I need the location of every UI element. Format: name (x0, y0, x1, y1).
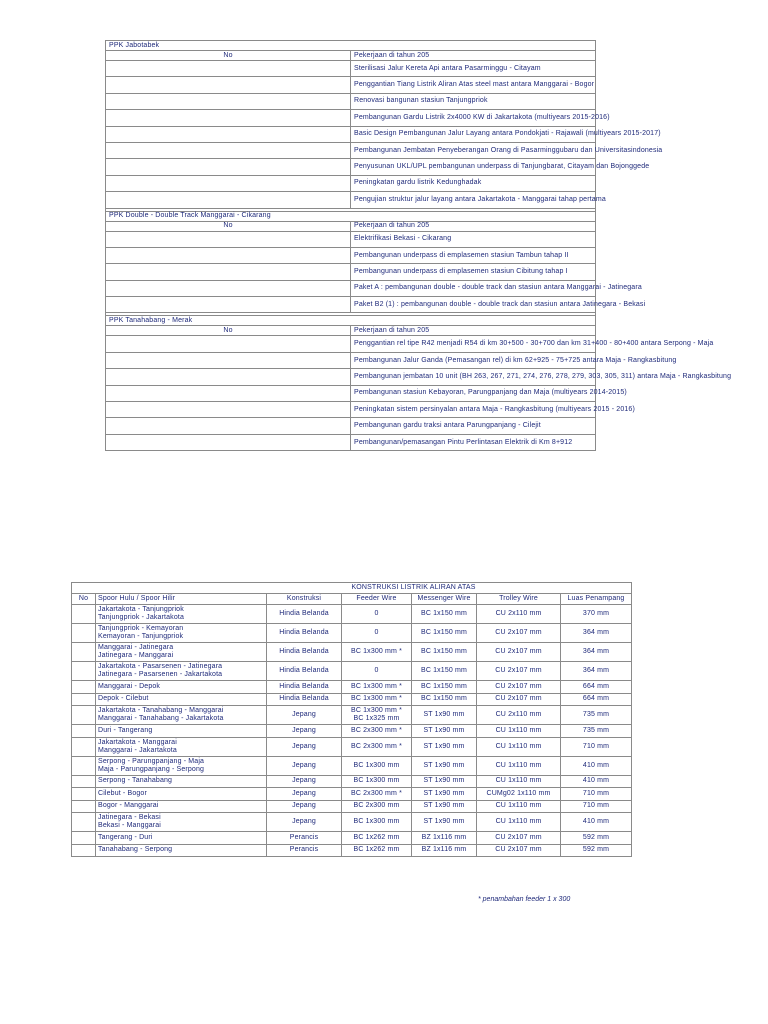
work-item-no (106, 126, 351, 142)
luas-cell: 664 mm (561, 681, 632, 694)
feeder-cell (342, 681, 412, 694)
luas-cell: 364 mm (561, 643, 632, 662)
luas-cell: 735 mm (561, 725, 632, 738)
work-item-row (106, 418, 596, 434)
route-line-1: Bogor - Manggarai (98, 802, 159, 810)
work-item-row (106, 336, 596, 352)
route-line-1: Tangerang - Duri (98, 833, 153, 841)
work-item-row (106, 264, 596, 280)
table-row (72, 725, 632, 738)
route-line-2: Jatinegara - Pasarsenen - Jakartakota (98, 671, 223, 678)
work-item: Peningkatan gardu listrik Kedunghadak (351, 175, 596, 191)
work-item: Pembangunan/pemasangan Pintu Perlintasan Elektrik di Km 8+912 (351, 434, 596, 450)
konstruksi-cell: Hindia Belanda (267, 643, 342, 662)
route-line-2: Kemayoran - Tanjungpriok (98, 633, 184, 640)
messenger-cell: BC 1x150 mm (412, 681, 477, 694)
table-footnote: * penambahan feeder 1 x 300 (478, 896, 571, 903)
table-title-row (72, 583, 632, 594)
messenger-cell: ST 1x90 mm (412, 813, 477, 832)
table-row (72, 706, 632, 725)
work-item: Pembangunan gardu traksi antara Parungpanjang - Cilejit (351, 418, 596, 434)
feeder-line-1: BC 1x262 mm (353, 833, 400, 841)
trolley-cell: CU 2x107 mm (477, 681, 561, 694)
route-line-2: Maja - Parungpanjang - Serpong (98, 765, 205, 773)
ppk-work-table (105, 40, 732, 451)
messenger-cell: BC 1x150 mm (412, 662, 477, 681)
row-no (72, 643, 96, 662)
feeder-cell (342, 775, 412, 788)
table-row (72, 813, 632, 832)
route-cell (96, 693, 267, 706)
section-title-row (106, 41, 596, 51)
header-no: No (106, 326, 351, 336)
luas-cell: 364 mm (561, 662, 632, 681)
work-item: Penggantian rel tipe R42 menjadi R54 di km 30+500 - 30+700 dan km 31+400 - 80+400 antara Serpong - Maja (351, 336, 596, 352)
konstruksi-cell: Hindia Belanda (267, 662, 342, 681)
overhead-line-table (71, 582, 631, 857)
table-title: KONSTRUKSI LISTRIK ALIRAN ATAS (267, 583, 561, 594)
luas-cell: 710 mm (561, 788, 632, 801)
work-item-no (106, 159, 351, 175)
route-cell (96, 643, 267, 662)
work-item: Pembangunan underpass di emplasemen stasiun Cibitung tahap I (351, 264, 596, 280)
work-item-no (106, 93, 351, 109)
work-item-no (106, 434, 351, 450)
route-cell (96, 788, 267, 801)
route-line-1: Duri - Tangerang (98, 726, 153, 734)
route-cell (96, 737, 267, 756)
work-item: Penggantian Tiang Listrik Aliran Atas steel mast antara Manggarai - Bogor (351, 77, 596, 93)
route-line-1: Tanjungpriok - Kemayoran (98, 625, 184, 632)
route-cell (96, 605, 267, 624)
section-title-row (106, 316, 596, 326)
route-cell (96, 832, 267, 845)
work-item-no (106, 369, 351, 385)
header-work: Pekerjaan di tahun 205 (351, 51, 596, 61)
feeder-line-1: 0 (374, 610, 379, 617)
table-row (72, 788, 632, 801)
feeder-line-1: BC 1x300 mm (353, 777, 400, 785)
work-item: Paket B2 (1) : pembangunan double - double track dan stasiun antara Jatinegara - Bekasi (351, 297, 596, 313)
section-header-row (106, 51, 596, 61)
work-item-no (106, 402, 351, 418)
table-row (72, 844, 632, 857)
feeder-line-1: BC 2x300 mm * (351, 742, 402, 750)
trolley-cell: CU 2x107 mm (477, 693, 561, 706)
work-item-row (106, 77, 596, 93)
work-item: Pembangunan underpass di emplasemen stasiun Tambun tahap II (351, 247, 596, 263)
luas-cell: 592 mm (561, 832, 632, 845)
work-item: Peningkatan sistem persinyalan antara Maja - Rangkasbitung (multiyears 2015 - 2016) (351, 402, 596, 418)
work-item: Basic Design Pembangunan Jalur Layang antara Pondokjati - Rajawali (multiyears 2015-2017) (351, 126, 596, 142)
luas-cell: 410 mm (561, 775, 632, 788)
work-item-no (106, 231, 351, 247)
work-item-row (106, 297, 596, 313)
trolley-cell: CU 1x110 mm (477, 800, 561, 813)
work-item-row (106, 231, 596, 247)
route-line-1: Manggarai - Jatinegara (98, 644, 174, 651)
work-item-row (106, 402, 596, 418)
konstruksi-cell: Hindia Belanda (267, 605, 342, 624)
route-line-1: Manggarai - Depok (98, 682, 161, 690)
work-item: Pembangunan jembatan 10 unit (BH 263, 267, 271, 274, 276, 278, 279, 303, 305, 311) antara Maja - Rangkasbitung (351, 369, 596, 385)
route-cell (96, 844, 267, 857)
luas-cell: 370 mm (561, 605, 632, 624)
feeder-cell (342, 756, 412, 775)
row-no (72, 756, 96, 775)
row-no (72, 737, 96, 756)
trolley-cell: CU 1x110 mm (477, 737, 561, 756)
konstruksi-cell: Jepang (267, 813, 342, 832)
work-item-row (106, 61, 596, 77)
work-item-no (106, 352, 351, 368)
header-konstruksi: Konstruksi (267, 594, 342, 605)
feeder-line-1: BC 1x262 mm (353, 846, 400, 854)
messenger-cell: ST 1x90 mm (412, 737, 477, 756)
route-cell (96, 624, 267, 643)
feeder-line-2: BC 1x325 mm (353, 715, 400, 722)
work-item-no (106, 297, 351, 313)
header-trolley: Trolley Wire (477, 594, 561, 605)
work-item-no (106, 336, 351, 352)
luas-cell: 664 mm (561, 693, 632, 706)
route-cell (96, 775, 267, 788)
luas-cell: 364 mm (561, 624, 632, 643)
trolley-cell: CU 2x107 mm (477, 832, 561, 845)
konstruksi-cell: Hindia Belanda (267, 693, 342, 706)
section-title-row (106, 211, 596, 221)
trolley-cell: CU 1x110 mm (477, 775, 561, 788)
route-line-2: Tanjungpriok - Jakartakota (98, 614, 184, 621)
konstruksi-cell: Jepang (267, 800, 342, 813)
messenger-cell: ST 1x90 mm (412, 725, 477, 738)
row-no (72, 706, 96, 725)
work-item-no (106, 192, 351, 208)
route-line-2: Manggarai - Jakartakota (98, 746, 177, 754)
feeder-cell (342, 643, 412, 662)
work-item-no (106, 142, 351, 158)
table-row (72, 662, 632, 681)
work-item-row (106, 192, 596, 208)
route-line-1: Jakartakota - Tanahabang - Manggarai (98, 707, 224, 714)
work-item-row (106, 110, 596, 126)
messenger-cell: BC 1x150 mm (412, 605, 477, 624)
feeder-cell (342, 844, 412, 857)
feeder-line-1: 0 (374, 667, 379, 674)
feeder-line-1: BC 1x300 mm * (351, 707, 402, 714)
feeder-cell (342, 662, 412, 681)
section-title: PPK Double - Double Track Manggarai - Cikarang (106, 211, 596, 221)
work-item-row (106, 93, 596, 109)
row-no (72, 775, 96, 788)
feeder-line-1: BC 1x300 mm (353, 761, 400, 769)
feeder-cell (342, 706, 412, 725)
trolley-cell: CU 1x110 mm (477, 725, 561, 738)
row-no (72, 844, 96, 857)
trolley-cell: CU 2x110 mm (477, 706, 561, 725)
work-item: Pembangunan Gardu Listrik 2x4000 KW di Jakartakota (multiyears 2015-2016) (351, 110, 596, 126)
section-title: PPK Jabotabek (106, 41, 596, 51)
konstruksi-cell: Jepang (267, 725, 342, 738)
header-no: No (72, 594, 96, 605)
feeder-line-1: BC 1x300 mm * (351, 648, 402, 655)
row-no (72, 681, 96, 694)
work-item-no (106, 61, 351, 77)
feeder-cell (342, 800, 412, 813)
messenger-cell: ST 1x90 mm (412, 756, 477, 775)
row-no (72, 662, 96, 681)
route-cell (96, 725, 267, 738)
route-line-2: Jatinegara - Manggarai (98, 652, 174, 659)
route-line-1: Jakartakota - Pasarsenen - Jatinegara (98, 663, 223, 670)
feeder-line-1: BC 1x300 mm * (351, 682, 402, 690)
feeder-cell (342, 813, 412, 832)
row-no (72, 693, 96, 706)
trolley-cell: CU 1x110 mm (477, 813, 561, 832)
feeder-line-1: BC 1x300 mm (353, 818, 400, 825)
work-item-row (106, 434, 596, 450)
feeder-line-1: BC 2x300 mm * (351, 789, 402, 797)
work-item-no (106, 385, 351, 401)
luas-cell: 710 mm (561, 737, 632, 756)
work-item-no (106, 264, 351, 280)
messenger-cell: ST 1x90 mm (412, 788, 477, 801)
work-item: Pembangunan stasiun Kebayoran, Parungpanjang dan Maja (multiyears 2014-2015) (351, 385, 596, 401)
work-item: Pembangunan Jalur Ganda (Pemasangan rel) di km 62+925 - 75+725 antara Maja - Rangkasbitung (351, 352, 596, 368)
work-item-row (106, 247, 596, 263)
trolley-cell: CU 2x107 mm (477, 662, 561, 681)
messenger-cell: BC 1x150 mm (412, 624, 477, 643)
luas-cell: 410 mm (561, 813, 632, 832)
work-item-row (106, 352, 596, 368)
work-item: Pengujian struktur jalur layang antara Jakartakota - Manggarai tahap pertama (351, 192, 596, 208)
feeder-cell (342, 605, 412, 624)
row-no (72, 832, 96, 845)
work-item-no (106, 247, 351, 263)
luas-cell: 410 mm (561, 756, 632, 775)
work-item-row (106, 159, 596, 175)
work-item-no (106, 418, 351, 434)
trolley-cell: CU 2x107 mm (477, 844, 561, 857)
route-line-1: Jakartakota - Tanjungpriok (98, 606, 184, 613)
row-no (72, 605, 96, 624)
messenger-cell: BZ 1x116 mm (412, 832, 477, 845)
work-item: Paket A : pembangunan double - double track dan stasiun antara Manggarai - Jatinegara (351, 280, 596, 296)
work-item: Penyusunan UKL/UPL pembangunan underpass di Tanjungbarat, Citayam dan Bojonggede (351, 159, 596, 175)
trolley-cell: CU 1x110 mm (477, 756, 561, 775)
feeder-cell (342, 725, 412, 738)
luas-cell: 735 mm (561, 706, 632, 725)
feeder-cell (342, 737, 412, 756)
messenger-cell: BC 1x150 mm (412, 643, 477, 662)
work-item-row (106, 175, 596, 191)
table-row (72, 693, 632, 706)
route-cell (96, 800, 267, 813)
konstruksi-cell: Hindia Belanda (267, 681, 342, 694)
konstruksi-cell: Jepang (267, 756, 342, 775)
work-item: Renovasi bangunan stasiun Tanjungpriok (351, 93, 596, 109)
header-no: No (106, 221, 351, 231)
luas-cell: 710 mm (561, 800, 632, 813)
table-row (72, 800, 632, 813)
route-line-1: Serpong - Tanahabang (98, 777, 173, 785)
table-row (72, 756, 632, 775)
header-no: No (106, 51, 351, 61)
work-item-row (106, 280, 596, 296)
table-row (72, 624, 632, 643)
feeder-line-1: BC 2x300 mm * (351, 726, 402, 734)
route-line-1: Jakartakota - Manggarai (98, 738, 177, 746)
section-header-row (106, 221, 596, 231)
feeder-cell (342, 832, 412, 845)
work-item-no (106, 77, 351, 93)
feeder-cell (342, 788, 412, 801)
row-no (72, 624, 96, 643)
header-route: Spoor Hulu / Spoor Hilir (96, 594, 267, 605)
konstruksi-cell: Jepang (267, 788, 342, 801)
table-row (72, 681, 632, 694)
route-line-1: Serpong - Parungpanjang - Maja (98, 757, 205, 765)
work-item: Sterilisasi Jalur Kereta Api antara Pasarminggu - Citayam (351, 61, 596, 77)
row-no (72, 725, 96, 738)
route-line-2: Bekasi - Manggarai (98, 822, 162, 829)
overhead-line-body (72, 605, 632, 857)
feeder-cell (342, 624, 412, 643)
section-header-row (106, 326, 596, 336)
trolley-cell: CUMg02 1x110 mm (477, 788, 561, 801)
konstruksi-cell: Jepang (267, 775, 342, 788)
messenger-cell: ST 1x90 mm (412, 706, 477, 725)
work-item-no (106, 110, 351, 126)
messenger-cell: BZ 1x116 mm (412, 844, 477, 857)
work-item-no (106, 175, 351, 191)
table-header-row (72, 594, 632, 605)
section-title: PPK Tanahabang - Merak (106, 316, 596, 326)
row-no (72, 800, 96, 813)
table-row (72, 737, 632, 756)
route-cell (96, 681, 267, 694)
ppk-table-body (106, 41, 732, 451)
table-row (72, 775, 632, 788)
work-item-row (106, 385, 596, 401)
table-row (72, 832, 632, 845)
messenger-cell: BC 1x150 mm (412, 693, 477, 706)
konstruksi-cell: Perancis (267, 844, 342, 857)
feeder-line-1: BC 2x300 mm (353, 802, 400, 810)
header-feeder: Feeder Wire (342, 594, 412, 605)
header-work: Pekerjaan di tahun 205 (351, 221, 596, 231)
feeder-line-1: BC 1x300 mm * (351, 695, 402, 703)
table-row (72, 605, 632, 624)
work-item-row (106, 142, 596, 158)
table-row (72, 643, 632, 662)
row-no (72, 788, 96, 801)
work-item-row (106, 369, 596, 385)
header-luas: Luas Penampang (561, 594, 632, 605)
route-cell (96, 756, 267, 775)
route-cell (96, 706, 267, 725)
luas-cell: 592 mm (561, 844, 632, 857)
trolley-cell: CU 2x107 mm (477, 624, 561, 643)
messenger-cell: ST 1x90 mm (412, 775, 477, 788)
route-line-1: Cilebut - Bogor (98, 789, 147, 797)
work-item: Elektrifikasi Bekasi - Cikarang (351, 231, 596, 247)
konstruksi-cell: Jepang (267, 706, 342, 725)
feeder-line-1: 0 (374, 629, 379, 636)
header-work: Pekerjaan di tahun 205 (351, 326, 596, 336)
route-line-1: Depok - Cilebut (98, 695, 149, 703)
route-cell (96, 813, 267, 832)
route-line-2: Manggarai - Tanahabang - Jakartakota (98, 715, 224, 722)
konstruksi-cell: Jepang (267, 737, 342, 756)
feeder-cell (342, 693, 412, 706)
work-item-row (106, 126, 596, 142)
route-line-1: Tanahabang - Serpong (98, 846, 173, 854)
work-item: Pembangunan Jembatan Penyeberangan Orang di Pasarminggubaru dan Universitasindonesia (351, 142, 596, 158)
messenger-cell: ST 1x90 mm (412, 800, 477, 813)
trolley-cell: CU 2x107 mm (477, 643, 561, 662)
konstruksi-cell: Perancis (267, 832, 342, 845)
trolley-cell: CU 2x110 mm (477, 605, 561, 624)
konstruksi-cell: Hindia Belanda (267, 624, 342, 643)
work-item-no (106, 280, 351, 296)
route-cell (96, 662, 267, 681)
route-line-1: Jatinegara - Bekasi (98, 814, 161, 821)
header-messenger: Messenger Wire (412, 594, 477, 605)
row-no (72, 813, 96, 832)
